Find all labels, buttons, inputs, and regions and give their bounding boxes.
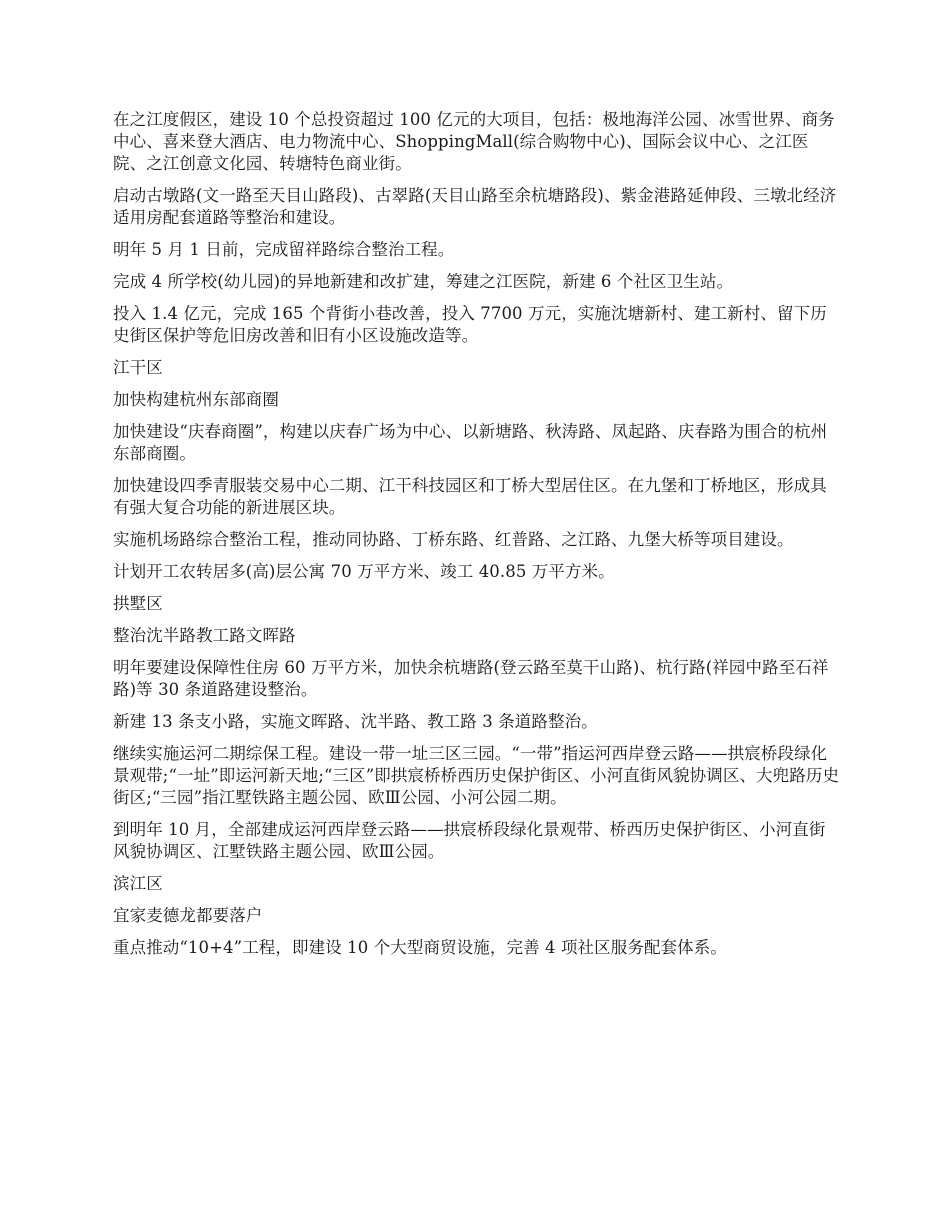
paragraph: 计划开工农转居多(高)层公寓 70 万平方米、竣工 40.85 万平方米。 — [113, 562, 615, 581]
paragraph: 加快建设“庆春商圈”，构建以庆春广场为中心、以新塘路、秋涛路、凤起路、庆春路为围合的杭州东部商圈。 — [113, 422, 828, 463]
paragraph: 到明年 10 月，全部建成运河西岸登云路——拱宸桥段绿化景观带、桥西历史保护街区、小河直街风貌协调区、江墅铁路主题公园、欧Ⅲ公园。 — [113, 820, 826, 861]
section-heading: 拱墅区 — [113, 594, 163, 613]
paragraph: 启动古墩路(文一路至天目山路段)、古翠路(天目山路至余杭塘路段)、紫金港路延伸段、三墩北经济适用房配套道路等整治和建设。 — [113, 186, 837, 227]
paragraph: 明年 5 月 1 日前，完成留祥路综合整治工程。 — [113, 240, 455, 259]
section-heading: 滨江区 — [113, 874, 163, 893]
subheading: 宜家麦德龙都要落户 — [113, 906, 263, 925]
paragraph: 新建 13 条支小路，实施文晖路、沈半路、教工路 3 条道路整治。 — [113, 712, 598, 731]
subheading: 整治沈半路教工路文晖路 — [113, 626, 296, 645]
paragraph: 重点推动“10+4”工程，即建设 10 个大型商贸设施，完善 4 项社区服务配套体系。 — [113, 938, 727, 957]
document-body — [113, 109, 841, 969]
paragraph: 继续实施运河二期综保工程。建设一带一址三区三园。“一带”指运河西岸登云路——拱宸桥段绿化景观带;“一址”即运河新天地;“三区”即拱宸桥桥西历史保护街区、小河直街风貌协调区、大兜路历史街区;“三园”指江墅铁路主题公园、欧Ⅲ公园、小河公园二期。 — [113, 744, 840, 807]
paragraph: 投入 1.4 亿元，完成 165 个背街小巷改善，投入 7700 万元，实施沈塘新村、建工新村、留下历史街区保护等危旧房改善和旧有小区设施改造等。 — [113, 304, 827, 345]
paragraph: 加快建设四季青服装交易中心二期、江干科技园区和丁桥大型居住区。在九堡和丁桥地区，形成具有强大复合功能的新进展区块。 — [113, 476, 827, 517]
section-heading: 江干区 — [113, 358, 163, 377]
subheading: 加快构建杭州东部商圈 — [113, 390, 279, 409]
paragraph: 在之江度假区，建设 10 个总投资超过 100 亿元的大项目，包括：极地海洋公园、冰雪世界、商务中心、喜来登大酒店、电力物流中心、ShoppingMall(综合购物中心)、国际会议中心、之江医院、之江创意文化园、转塘特色商业街。 — [113, 110, 835, 173]
paragraph: 实施机场路综合整治工程，推动同协路、丁桥东路、红普路、之江路、九堡大桥等项目建设。 — [113, 530, 794, 549]
paragraph: 明年要建设保障性住房 60 万平方米，加快余杭塘路(登云路至莫干山路)、杭行路(祥园中路至石祥路)等 30 条道路建设整治。 — [113, 658, 829, 699]
paragraph: 完成 4 所学校(幼儿园)的异地新建和改扩建，筹建之江医院，新建 6 个社区卫生站。 — [113, 272, 734, 291]
